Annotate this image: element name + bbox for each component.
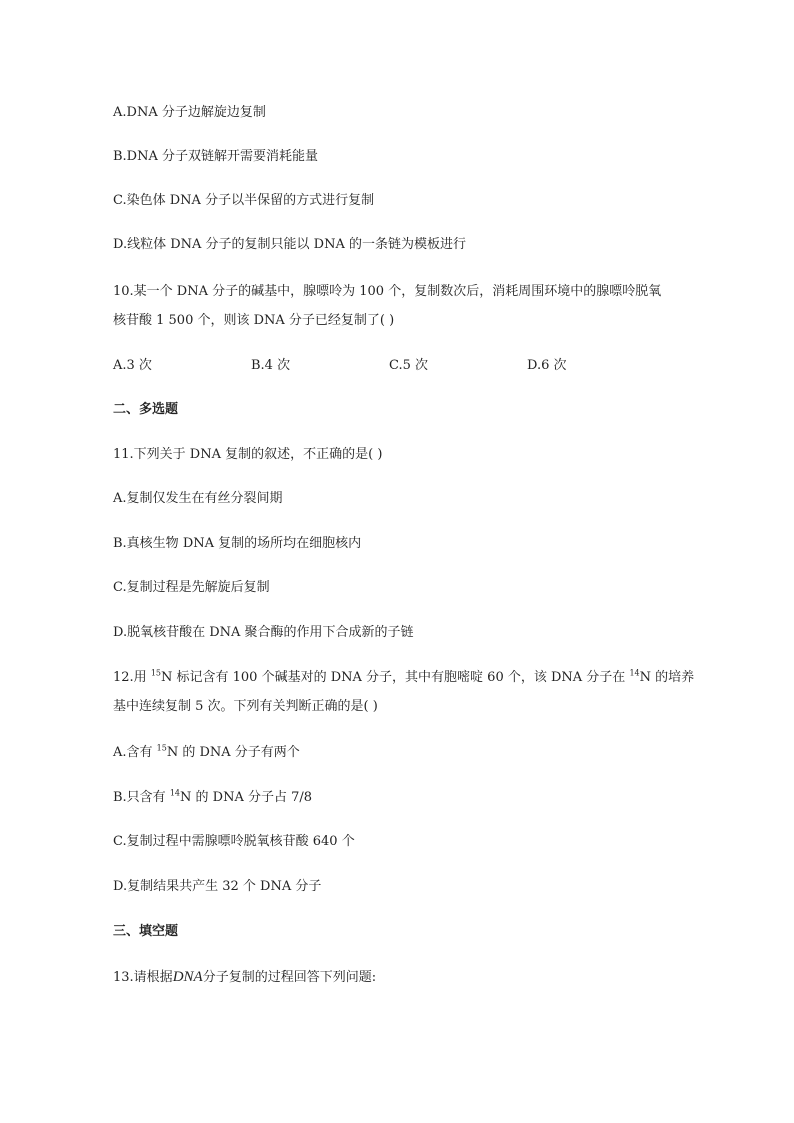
q12-stem-line2: 基中连续复制 5 次。下列有关判断正确的是( ) (113, 699, 378, 714)
q13-text-2: 分子复制的过程回答下列问题: (202, 970, 377, 985)
q9-option-c: C.染色体 DNA 分子以半保留的方式进行复制 (113, 193, 375, 208)
q12-text-3: N 的培养 (639, 670, 695, 685)
q10-stem-line1: 10.某一个 DNA 分子的碱基中，腺嘌呤为 100 个，复制数次后，消耗周围环境中的腺嘌呤脱氧 (113, 284, 662, 299)
q12-option-d: D.复制结果共产生 32 个 DNA 分子 (113, 879, 322, 894)
q9-option-a: A.DNA 分子边解旋边复制 (113, 105, 266, 120)
q12-option-b (113, 788, 312, 808)
q12-text-1: 12.用 (113, 670, 151, 685)
q12-a-text-2: N 的 DNA 分子有两个 (166, 745, 300, 760)
q12-b-text-1: B.只含有 (113, 790, 170, 805)
q11-option-d: D.脱氧核苷酸在 DNA 聚合酶的作用下合成新的子链 (113, 625, 414, 640)
isotope-14-superscript: 14 (629, 668, 640, 678)
q10-option-b: B.4 次 (251, 358, 291, 373)
q9-option-b: B.DNA 分子双链解开需要消耗能量 (113, 149, 319, 164)
q11-option-c: C.复制过程是先解旋后复制 (113, 580, 270, 595)
q12-a-text-1: A.含有 (113, 745, 157, 760)
q13-stem (113, 967, 376, 988)
q10-option-d: D.6 次 (527, 358, 567, 373)
q13-italic-dna: DNA (172, 969, 203, 985)
section-heading-fill-in: 三、填空题 (113, 924, 179, 939)
q11-option-a: A.复制仅发生在有丝分裂间期 (113, 491, 283, 506)
q10-stem-line2: 核苷酸 1 500 个，则该 DNA 分子已经复制了( ) (113, 313, 395, 328)
isotope-14-superscript: 14 (169, 788, 181, 798)
q9-option-d: D.线粒体 DNA 分子的复制只能以 DNA 的一条链为模板进行 (113, 237, 466, 252)
q11-stem: 11.下列关于 DNA 复制的叙述，不正确的是( ) (113, 447, 383, 462)
q13-text-1: 13.请根据 (113, 970, 173, 985)
q10-option-c: C.5 次 (389, 358, 429, 373)
q11-option-b: B.真核生物 DNA 复制的场所均在细胞核内 (113, 536, 362, 551)
isotope-15-superscript: 15 (150, 668, 161, 678)
isotope-15-superscript: 15 (156, 743, 167, 753)
q12-stem-line1 (113, 668, 694, 688)
section-heading-multiple-choice: 二、多选题 (113, 402, 179, 417)
q12-option-a (113, 743, 300, 763)
q12-b-text-2: N 的 DNA 分子占 7/8 (180, 790, 313, 805)
q10-option-a: A.3 次 (113, 358, 152, 373)
q12-text-2: N 标记含有 100 个碱基对的 DNA 分子，其中有胞嘧啶 60 个，该 DNA 分子在 (161, 670, 630, 685)
q12-option-c: C.复制过程中需腺嘌呤脱氧核苷酸 640 个 (113, 834, 355, 849)
